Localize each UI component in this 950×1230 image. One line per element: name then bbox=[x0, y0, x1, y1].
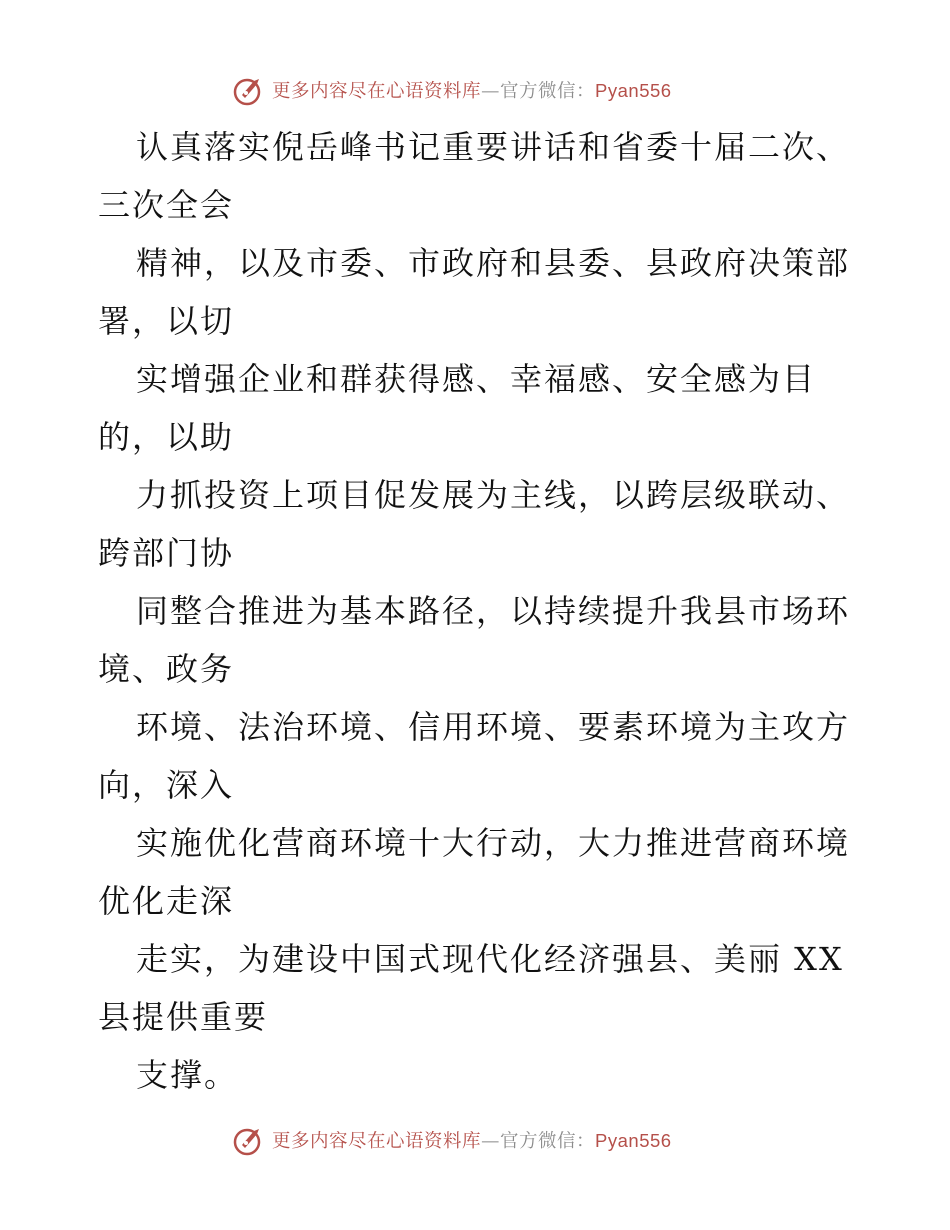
text-line: 同整合推进为基本路径，以持续提升我县市场环 bbox=[136, 592, 851, 630]
body-text bbox=[98, 118, 868, 1104]
text-line: 的，以助 bbox=[98, 418, 235, 456]
pen-nib-logo-icon bbox=[232, 1123, 266, 1157]
text-line: 实增强企业和群获得感、幸福感、安全感为目 bbox=[136, 360, 817, 398]
footer-banner bbox=[232, 1120, 712, 1160]
text-line: 精神，以及市委、市政府和县委、县政府决策部 bbox=[136, 244, 851, 282]
text-line: 三次全会 bbox=[98, 186, 235, 224]
text-line: 实施优化营商环境十大行动，大力推进营商环境 bbox=[136, 824, 851, 862]
header-banner bbox=[232, 70, 712, 110]
text-line: 向，深入 bbox=[98, 766, 235, 804]
banner-wechat-label: 官方微信： bbox=[500, 1131, 596, 1152]
banner-slogan: 更多内容尽在心语资料库 bbox=[272, 1131, 482, 1152]
text-line: 力抓投资上项目促发展为主线，以跨层级联动、 bbox=[136, 476, 851, 514]
text-line: 跨部门协 bbox=[98, 534, 235, 572]
text-line: 境、政务 bbox=[98, 650, 235, 688]
text-line: 优化走深 bbox=[98, 882, 235, 920]
text-line: 署，以切 bbox=[98, 302, 235, 340]
banner-wechat-label: 官方微信： bbox=[500, 81, 596, 102]
text-line: 支撑。 bbox=[136, 1056, 239, 1094]
banner-slogan: 更多内容尽在心语资料库 bbox=[272, 81, 482, 102]
text-line: 认真落实倪岳峰书记重要讲话和省委十届二次、 bbox=[136, 128, 851, 166]
banner-separator: — bbox=[481, 81, 501, 102]
banner-wechat-id: Pyan556 bbox=[595, 80, 672, 101]
text-line: 走实，为建设中国式现代化经济强县、美丽 XX bbox=[136, 940, 844, 978]
banner-wechat-id: Pyan556 bbox=[595, 1130, 672, 1151]
banner-separator: — bbox=[481, 1131, 501, 1152]
banner-text bbox=[272, 77, 672, 103]
banner-text bbox=[272, 1127, 672, 1153]
text-line: 县提供重要 bbox=[98, 998, 269, 1036]
pen-nib-logo-icon bbox=[232, 73, 266, 107]
text-line: 环境、法治环境、信用环境、要素环境为主攻方 bbox=[136, 708, 851, 746]
